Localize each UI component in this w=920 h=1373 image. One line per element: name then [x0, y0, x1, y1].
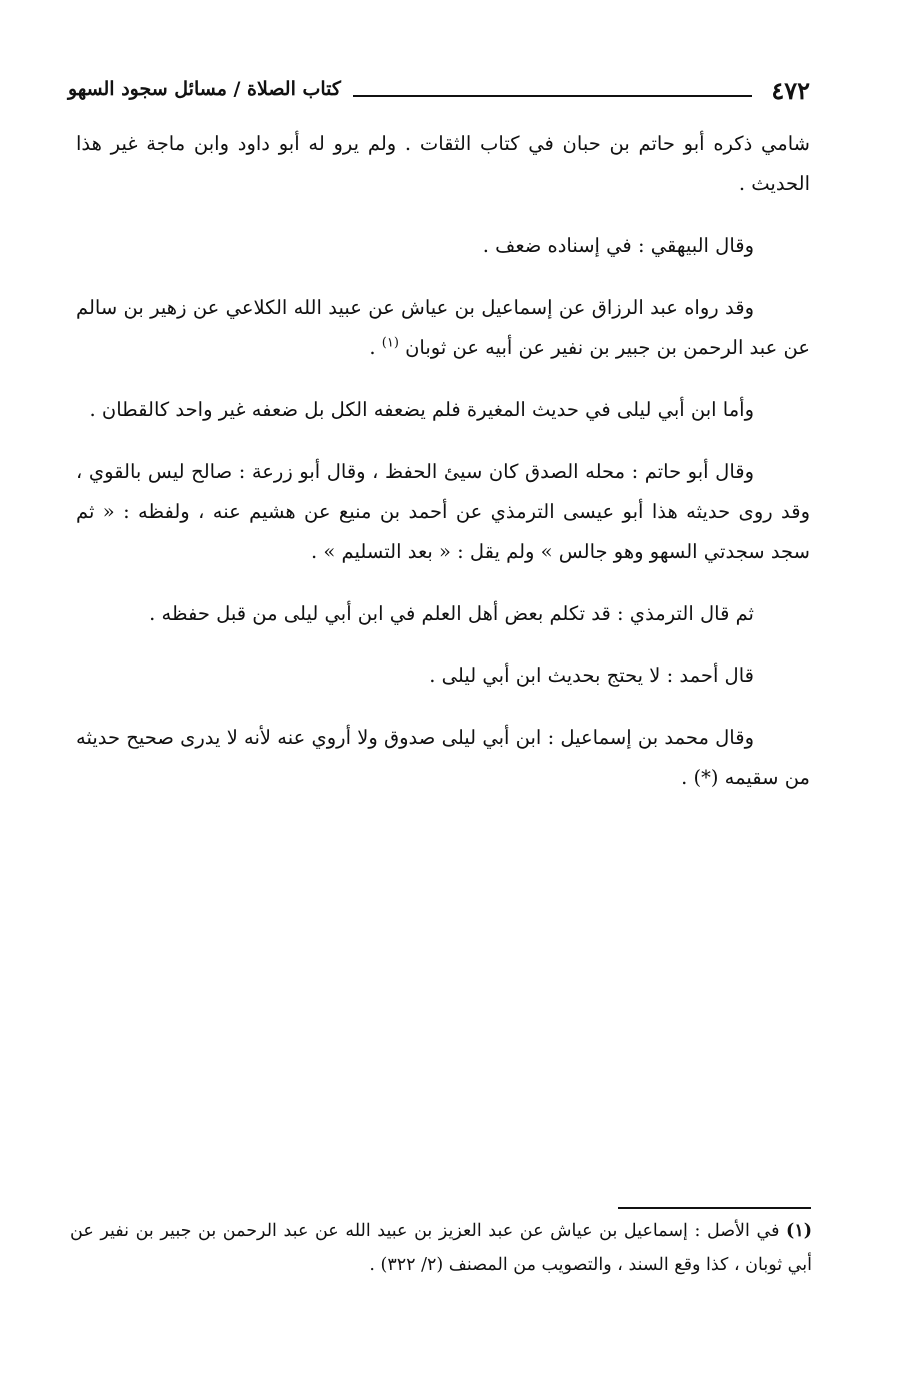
running-head: كتاب الصلاة / مسائل سجود السهو — [68, 78, 341, 100]
paragraph-3 — [76, 288, 810, 368]
paragraph-1: شامي ذكره أبو حاتم بن حبان في كتاب الثقات . ولم يرو له أبو داود وابن ماجة غير هذا الحديث . — [76, 132, 810, 195]
paragraph-6: ثم قال الترمذي : قد تكلم بعض أهل العلم في ابن أبي ليلى من قبل حفظه . — [149, 602, 754, 625]
paragraph-7: قال أحمد : لا يحتج بحديث ابن أبي ليلى . — [429, 664, 754, 687]
header-rule — [353, 95, 752, 97]
paragraph-4: وأما ابن أبي ليلى في حديث المغيرة فلم يضعفه الكل بل ضعفه غير واحد كالقطان . — [89, 398, 754, 421]
paragraph-3-end: . — [369, 336, 382, 359]
footnotes — [70, 1214, 812, 1282]
footnote-1 — [70, 1214, 812, 1282]
footnote-separator — [618, 1207, 811, 1209]
footnote-text: في الأصل : إسماعيل بن عياش عن عبد العزيز بن عبيد الله عن عبد الرحمن بن جبير بن نفير عن أبي ثوبان ، كذا وقع السند ، والتصويب من المصنف (٢/ ٣٢٢) . — [70, 1221, 812, 1275]
paragraph-3-text: وقد رواه عبد الرزاق عن إسماعيل بن عياش عن عبيد الله الكلاعي عن زهير بن سالم عن عبد الرحمن بن جبير بن نفير عن أبيه عن ثوبان — [76, 296, 810, 359]
main-text — [76, 124, 810, 820]
paragraph-8: وقال محمد بن إسماعيل : ابن أبي ليلى صدوق ولا أروي عنه لأنه لا يدرى صحيح حديثه من سقيمه (*) . — [76, 726, 810, 789]
page-header — [68, 76, 810, 110]
footnote-reference[interactable]: (١) — [381, 335, 399, 351]
page-number: ٤٧٢ — [771, 76, 810, 105]
footnote-number: (١) — [786, 1221, 812, 1241]
paragraph-5: وقال أبو حاتم : محله الصدق كان سيئ الحفظ ، وقال أبو زرعة : صالح ليس بالقوي ، وقد روى حديثه هذا أبو عيسى الترمذي عن أحمد بن منيع عن هشيم عنه ، ولفظه : « ثم سجد سجدتي السهو وهو جالس » ولم يقل : « بعد التسليم » . — [76, 460, 810, 563]
paragraph-2: وقال البيهقي : في إسناده ضعف . — [482, 234, 754, 257]
